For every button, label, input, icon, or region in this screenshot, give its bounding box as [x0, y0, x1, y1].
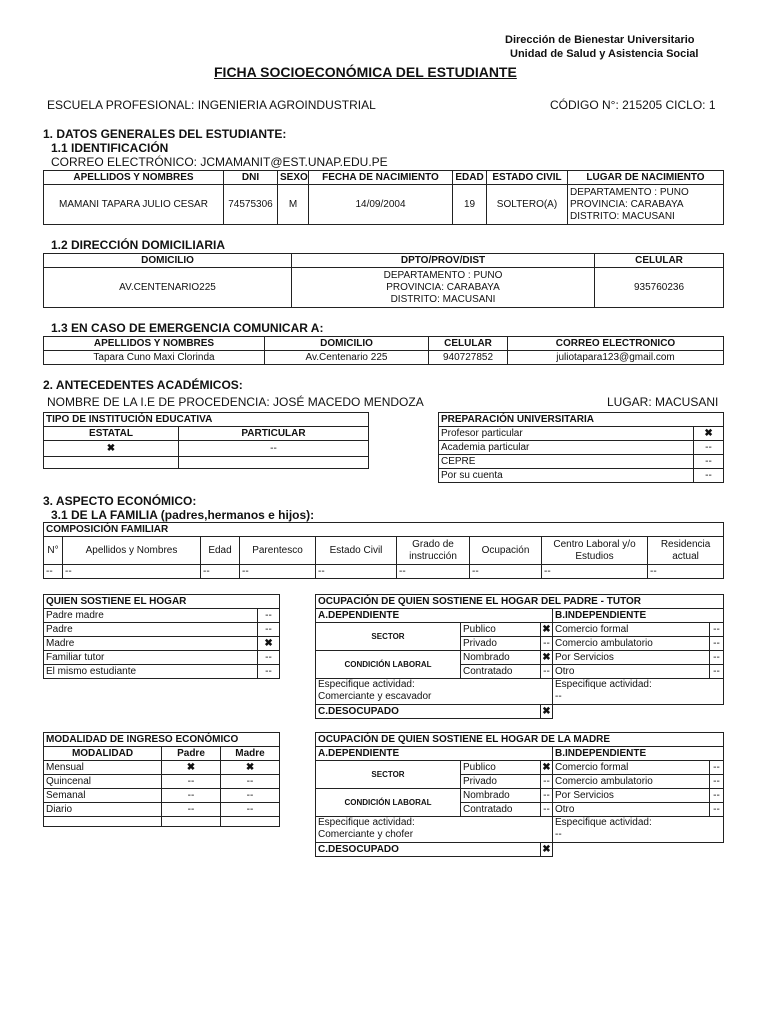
table-title: OCUPACIÓN DE QUIEN SOSTIENE EL HOGAR DEL PADRE - TUTOR [316, 595, 724, 609]
dep-label: Privado [461, 637, 541, 651]
header-cell: Centro Laboral y/o Estudios [542, 537, 648, 565]
family-cell: -- [44, 565, 63, 579]
activity-label: Especifique actividad: [555, 679, 652, 690]
unemployed-label: C.DESOCUPADO [316, 705, 541, 719]
header-cell: Ocupación [470, 537, 542, 565]
family-cell: -- [201, 565, 240, 579]
family-cell: -- [316, 565, 397, 579]
family-cell: -- [240, 565, 316, 579]
madre-mark: -- [221, 789, 280, 803]
list-item [44, 637, 280, 651]
list-item [439, 441, 724, 455]
institution-line-1: Dirección de Bienestar Universitario [505, 34, 695, 46]
family-cell: -- [648, 565, 724, 579]
dep-mark: -- [541, 803, 553, 817]
header-cell: FECHA DE NACIMIENTO [309, 171, 453, 185]
support-mark: -- [258, 651, 280, 665]
family-table [43, 522, 724, 579]
student-dni: 74575306 [224, 185, 278, 225]
header-cell: DNI [224, 171, 278, 185]
indep-mark: -- [710, 637, 724, 651]
family-cell: -- [470, 565, 542, 579]
indep-label: Comercio ambulatorio [553, 637, 710, 651]
school-origin: NOMBRE DE LA I.E DE PROCEDENCIA: JOSÉ MACEDO MENDOZA [47, 395, 424, 409]
prep-label: Academia particular [439, 441, 694, 455]
dep-activity [316, 679, 553, 705]
support-mark: -- [258, 609, 280, 623]
preparation-table [438, 412, 724, 483]
section-1-title: 1. DATOS GENERALES DEL ESTUDIANTE: [43, 127, 287, 141]
header-cell: CELULAR [429, 337, 508, 351]
family-cell: -- [397, 565, 470, 579]
prep-mark: -- [694, 455, 724, 469]
madre-mark: -- [221, 775, 280, 789]
madre-mark: -- [221, 803, 280, 817]
indep-label: Comercio formal [553, 761, 710, 775]
header-cell: DOMICILIO [44, 254, 292, 268]
dependent-header: A.DEPENDIENTE [316, 609, 553, 623]
indep-mark: -- [710, 803, 724, 817]
student-name: MAMANI TAPARA JULIO CESAR [44, 185, 224, 225]
prep-mark: ✖ [694, 427, 724, 441]
header-cell: Padre [162, 747, 221, 761]
support-label: Familiar tutor [44, 651, 258, 665]
list-item [44, 665, 280, 679]
student-birthplace [568, 185, 724, 225]
indep-mark: -- [710, 775, 724, 789]
header-cell: ESTATAL [44, 427, 179, 441]
table-title: OCUPACIÓN DE QUIEN SOSTIENE EL HOGAR DE LA MADRE [316, 733, 724, 747]
institution-line-2: Unidad de Salud y Asistencia Social [510, 48, 699, 60]
header-cell: Madre [221, 747, 280, 761]
emergency-name: Tapara Cuno Maxi Clorinda [44, 351, 265, 365]
birthplace-line: PROVINCIA: CARABAYA [570, 198, 684, 210]
support-mark: -- [258, 665, 280, 679]
household-support-table [43, 594, 280, 679]
dep-activity [316, 817, 553, 843]
emergency-email: juliotapara123@gmail.com [508, 351, 724, 365]
section-3-1-title: 3.1 DE LA FAMILIA (padres,hermanos e hijos): [51, 508, 315, 522]
dep-label: Contratado [461, 803, 541, 817]
emergency-address: Av.Centenario 225 [265, 351, 429, 365]
address-domicilio: AV.CENTENARIO225 [44, 268, 292, 308]
modality-label: Diario [44, 803, 162, 817]
indep-label: Por Servicios [553, 789, 710, 803]
indep-label: Comercio ambulatorio [553, 775, 710, 789]
activity-value: Comerciante y escavador [318, 691, 432, 702]
condition-label: CONDICIÓN LABORAL [316, 651, 461, 679]
student-age: 19 [453, 185, 487, 225]
indep-mark: -- [710, 623, 724, 637]
email-line: CORREO ELECTRÓNICO: JCMAMANIT@EST.UNAP.EDU.PE [51, 155, 388, 169]
condition-label: CONDICIÓN LABORAL [316, 789, 461, 817]
header-cell: Grado de instrucción [397, 537, 470, 565]
header-cell: APELLIDOS Y NOMBRES [44, 337, 265, 351]
address-line: PROVINCIA: CARABAYA [386, 281, 500, 293]
address-line: DISTRITO: MACUSANI [390, 293, 496, 305]
table-title: TIPO DE INSTITUCIÓN EDUCATIVA [44, 413, 369, 427]
activity-label: Especifique actividad: [318, 679, 415, 690]
unemployed-mark: ✖ [542, 843, 551, 855]
emergency-phone: 940727852 [429, 351, 508, 365]
section-2-title: 2. ANTECEDENTES ACADÉMICOS: [43, 378, 243, 392]
prep-label: Por su cuenta [439, 469, 694, 483]
sector-label: SECTOR [316, 623, 461, 651]
support-mark: -- [258, 623, 280, 637]
dep-label: Publico [461, 761, 541, 775]
dep-label: Privado [461, 775, 541, 789]
indep-activity [553, 817, 724, 843]
table-row [44, 803, 280, 817]
header-cell: Estado Civil [316, 537, 397, 565]
list-item [439, 427, 724, 441]
header-cell: SEXO [278, 171, 309, 185]
dep-mark: -- [541, 775, 553, 789]
header-cell: CORREO ELECTRONICO [508, 337, 724, 351]
table-row [44, 565, 724, 579]
independent-header: B.INDEPENDIENTE [553, 609, 724, 623]
list-item [439, 469, 724, 483]
address-dpto [292, 268, 595, 308]
section-1-1-title: 1.1 IDENTIFICACIÓN [51, 141, 169, 155]
indep-label: Otro [553, 803, 710, 817]
address-celular: 935760236 [595, 268, 724, 308]
list-item [44, 609, 280, 623]
school-line: ESCUELA PROFESIONAL: INGENIERIA AGROINDUSTRIAL [47, 98, 376, 112]
family-cell: -- [63, 565, 201, 579]
dep-mark: ✖ [542, 651, 551, 663]
header-cell: N° [44, 537, 63, 565]
unemployed-mark: ✖ [542, 705, 551, 717]
prep-label: CEPRE [439, 455, 694, 469]
header-cell: Residencia actual [648, 537, 724, 565]
prep-mark: -- [694, 469, 724, 483]
activity-value: -- [555, 691, 562, 702]
dep-mark: ✖ [542, 761, 551, 773]
dep-mark: -- [541, 637, 553, 651]
header-cell: ESTADO CIVIL [487, 171, 568, 185]
section-3-title: 3. ASPECTO ECONÓMICO: [43, 494, 197, 508]
dep-label: Publico [461, 623, 541, 637]
indep-label: Por Servicios [553, 651, 710, 665]
header-cell: DOMICILIO [265, 337, 429, 351]
indep-label: Otro [553, 665, 710, 679]
support-mark: ✖ [258, 637, 280, 651]
particular-mark: -- [179, 441, 369, 457]
prep-mark: -- [694, 441, 724, 455]
support-label: Madre [44, 637, 258, 651]
activity-label: Especifique actividad: [555, 817, 652, 828]
address-table [43, 253, 724, 308]
indep-mark: -- [710, 651, 724, 665]
header-cell: Edad [201, 537, 240, 565]
activity-value: -- [555, 829, 562, 840]
padre-mark: ✖ [162, 761, 221, 775]
indep-mark: -- [710, 789, 724, 803]
emergency-table [43, 336, 724, 365]
support-label: Padre [44, 623, 258, 637]
table-row [44, 761, 280, 775]
modality-label: Quincenal [44, 775, 162, 789]
birthplace-line: DEPARTAMENTO : PUNO [570, 186, 689, 198]
dep-mark: ✖ [542, 623, 551, 635]
header-cell: PARTICULAR [179, 427, 369, 441]
list-item [44, 623, 280, 637]
birthplace-line: DISTRITO: MACUSANI [570, 210, 675, 222]
student-birthdate: 14/09/2004 [309, 185, 453, 225]
prep-label: Profesor particular [439, 427, 694, 441]
modality-label: Semanal [44, 789, 162, 803]
page-title: FICHA SOCIOECONÓMICA DEL ESTUDIANTE [214, 64, 517, 80]
padre-mark: -- [162, 803, 221, 817]
family-cell: -- [542, 565, 648, 579]
code-line: CÓDIGO N°: 215205 CICLO: 1 [550, 98, 716, 112]
section-1-2-title: 1.2 DIRECCIÓN DOMICILIARIA [51, 238, 226, 252]
income-modality-table [43, 732, 280, 827]
table-row [44, 775, 280, 789]
header-cell: EDAD [453, 171, 487, 185]
address-line: DEPARTAMENTO : PUNO [383, 269, 503, 281]
dependent-header: A.DEPENDIENTE [316, 747, 553, 761]
dep-label: Nombrado [461, 789, 541, 803]
header-cell: APELLIDOS Y NOMBRES [44, 171, 224, 185]
indep-label: Comercio formal [553, 623, 710, 637]
padre-mark: -- [162, 789, 221, 803]
header-cell: DPTO/PROV/DIST [292, 254, 595, 268]
occupation-father-table [315, 594, 724, 719]
dep-mark: -- [541, 789, 553, 803]
activity-value: Comerciante y chofer [318, 829, 414, 840]
identification-table [43, 170, 724, 225]
dep-label: Contratado [461, 665, 541, 679]
sector-label: SECTOR [316, 761, 461, 789]
header-cell: MODALIDAD [44, 747, 162, 761]
header-cell: Parentesco [240, 537, 316, 565]
table-row [44, 789, 280, 803]
institution-type-table [43, 412, 369, 469]
student-sex: M [278, 185, 309, 225]
modality-label: Mensual [44, 761, 162, 775]
header-cell: Apellidos y Nombres [63, 537, 201, 565]
estatal-mark: ✖ [44, 441, 179, 457]
list-item [44, 651, 280, 665]
support-label: El mismo estudiante [44, 665, 258, 679]
madre-mark: ✖ [221, 761, 280, 775]
activity-label: Especifique actividad: [318, 817, 415, 828]
list-item [439, 455, 724, 469]
occupation-mother-table [315, 732, 724, 857]
dep-label: Nombrado [461, 651, 541, 665]
header-cell: LUGAR DE NACIMIENTO [568, 171, 724, 185]
student-civil-status: SOLTERO(A) [487, 185, 568, 225]
table-title: PREPARACIÓN UNIVERSITARIA [439, 413, 724, 427]
section-1-3-title: 1.3 EN CASO DE EMERGENCIA COMUNICAR A: [51, 321, 324, 335]
table-title: COMPOSICIÓN FAMILIAR [44, 523, 724, 537]
table-title: QUIEN SOSTIENE EL HOGAR [44, 595, 280, 609]
dep-mark: -- [541, 665, 553, 679]
indep-activity [553, 679, 724, 705]
table-title: MODALIDAD DE INGRESO ECONÓMICO [44, 733, 280, 747]
independent-header: B.INDEPENDIENTE [553, 747, 724, 761]
padre-mark: -- [162, 775, 221, 789]
support-label: Padre madre [44, 609, 258, 623]
header-cell: CELULAR [595, 254, 724, 268]
indep-mark: -- [710, 665, 724, 679]
school-place: LUGAR: MACUSANI [607, 395, 719, 409]
unemployed-label: C.DESOCUPADO [316, 843, 541, 857]
indep-mark: -- [710, 761, 724, 775]
